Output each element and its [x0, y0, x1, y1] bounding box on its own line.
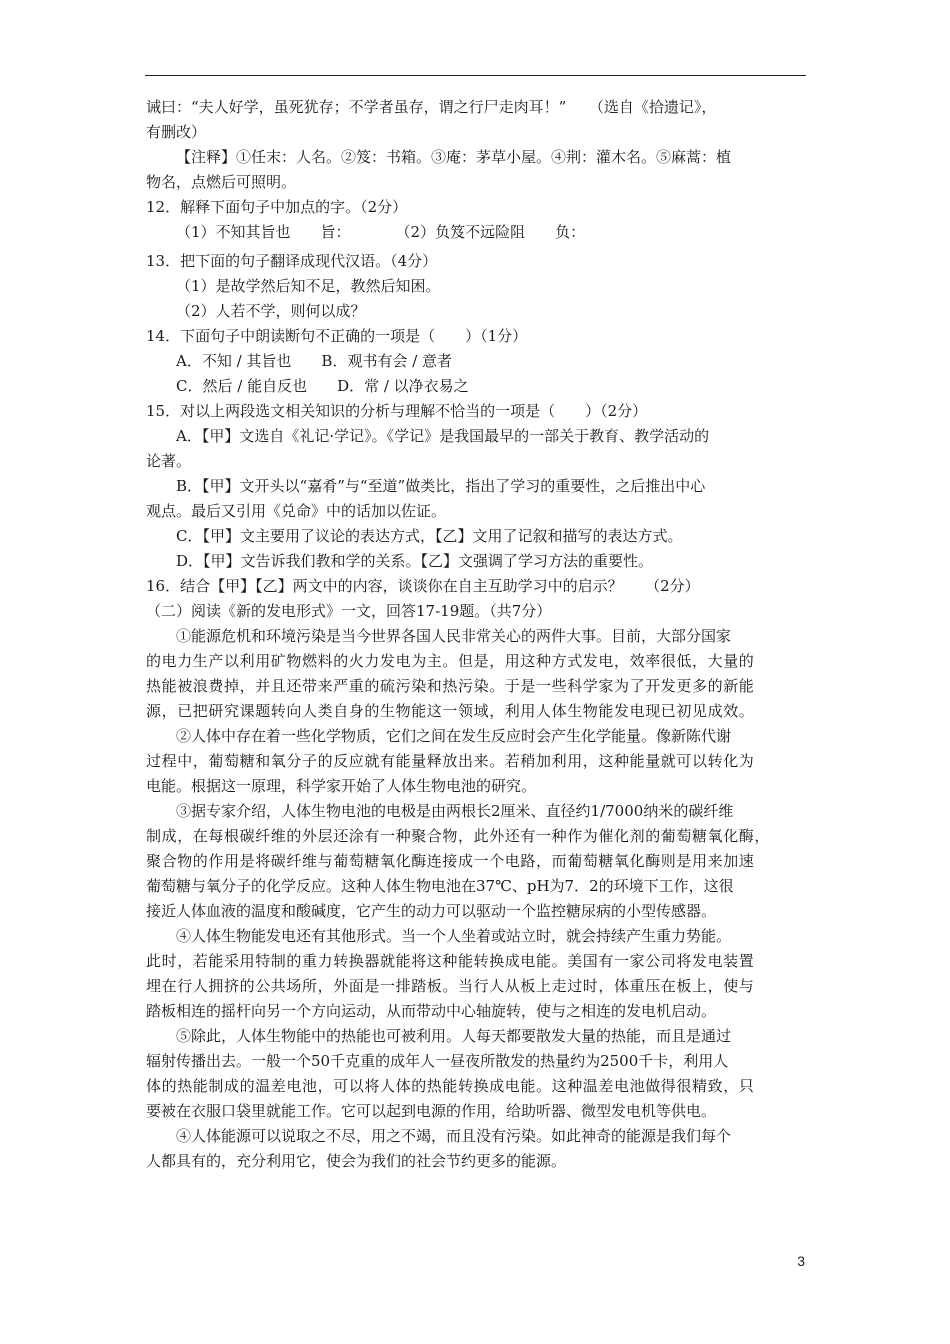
option-line: A．不知 / 其旨也 B．观书有会 / 意者	[176, 352, 453, 370]
paragraph-line: 葡萄糖与氧分子的化学反应。这种人体生物电池在37℃、pH为7．2的环境下工作，这很	[146, 877, 734, 895]
paragraph-line: 人都具有的，充分利用它，使会为我们的社会节约更多的能源。	[146, 1152, 567, 1170]
option-line: B．【甲】文开头以“嘉肴”与“至道”做类比，指出了学习的重要性，之后推出中心	[176, 477, 706, 495]
text-line: （1）是故学然后知不足，教然后知困。	[176, 277, 441, 295]
text-line: 论著。	[146, 452, 192, 470]
paragraph-line: ③据专家介绍，人体生物电池的电极是由两根长2厘米、直径约1/7000纳米的碳纤维	[176, 802, 734, 820]
paragraph-line: ④人体能源可以说取之不尽，用之不竭，而且没有污染。如此神奇的能源是我们每个	[176, 1127, 732, 1145]
text-line: （2）人若不学，则何以成？	[176, 302, 366, 320]
section-heading: （二）阅读《新的发电形式》一文，回答17-19题。（共7分）	[146, 602, 552, 620]
question-13: 13．把下面的句子翻译成现代汉语。（4分）	[146, 252, 438, 270]
option-line: D．【甲】文告诉我们教和学的关系。【乙】文强调了学习方法的重要性。	[176, 552, 654, 570]
page-body	[146, 95, 812, 1174]
paragraph-line: ④人体生物能发电还有其他形式。当一个人坐着或站立时，就会持续产生重力势能。	[176, 927, 732, 945]
text-line: 观点。最后又引用《兑命》中的话加以佐证。	[146, 502, 447, 520]
question-15: 15．对以上两段选文相关知识的分析与理解不恰当的一项是（ ）（2分）	[146, 402, 648, 420]
paragraph-line: 辐射传播出去。一般一个50千克重的成年人一昼夜所散发的热量约为2500千卡，利用人	[146, 1052, 729, 1070]
question-14: 14．下面句子中朗读断句不正确的一项是（ ）（1分）	[146, 327, 528, 345]
page-number: 3	[797, 1253, 805, 1269]
text-line: （1）不知其旨也 旨： （2）负笈不远险阻 负：	[176, 223, 586, 241]
paragraph-line: 体的热能制成的温差电池，可以将人体的热能转换成电能。这种温差电池做得很精致，只	[146, 1077, 755, 1095]
paragraph-line: 埋在行人拥挤的公共场所，外面是一排踏板。当行人从板上走过时，体重压在板上，使与	[146, 977, 755, 995]
paragraph-line: 热能被浪费掉，并且还带来严重的硫污染和热污染。于是一些科学家为了开发更多的新能	[146, 677, 755, 695]
header-rule	[145, 75, 806, 76]
paragraph-line: 接近人体血液的温度和酸碱度，它产生的动力可以驱动一个监控糖尿病的小型传感器。	[146, 902, 717, 920]
text-line: 诫曰：“夫人好学，虽死犹存；不学者虽存，谓之行尸走肉耳！” （选自《拾遗记》，	[146, 98, 717, 116]
paragraph-line: 此时，若能采用特制的重力转换器就能将这种能转换成电能。美国有一家公司将发电装置	[146, 952, 755, 970]
paragraph-line: ①能源危机和环境污染是当今世界各国人民非常关心的两件大事。目前，大部分国家	[176, 627, 732, 645]
paragraph-line: 过程中，葡萄糖和氧分子的反应就有能量释放出来。若稍加利用，这种能量就可以转化为	[146, 752, 755, 770]
paragraph-line: 踏板相连的摇杆向另一个方向运动，从而带动中心轴旋转，使与之相连的发电机启动。	[146, 1002, 717, 1020]
paragraph-line: ②人体中存在着一些化学物质，它们之间在发生反应时会产生化学能量。像新陈代谢	[176, 727, 732, 745]
option-line: A．【甲】文选自《礼记·学记》。《学记》是我国最早的一部关于教育、教学活动的	[176, 427, 710, 445]
paragraph-line: 制成，在每根碳纤维的外层还涂有一种聚合物，此外还有一种作为催化剂的葡萄糖氧化酶，	[146, 827, 771, 845]
paragraph-line: 的电力生产以利用矿物燃料的火力发电为主。但是，用这种方式发电，效率很低，大量的	[146, 652, 755, 670]
option-line: C．然后 / 能自反也 D．常 / 以净衣易之	[176, 377, 469, 395]
paragraph-line: ⑤除此，人体生物能中的热能也可被利用。人每天都要散发大量的热能，而且是通过	[176, 1027, 732, 1045]
paragraph-line: 聚合物的作用是将碳纤维与葡萄糖氧化酶连接成一个电路，而葡萄糖氧化酶则是用来加速	[146, 852, 755, 870]
paragraph-line: 电能。根据这一原理，科学家开始了人体生物电池的研究。	[146, 777, 537, 795]
text-line: 有删改）	[146, 123, 207, 141]
text-line: 物名，点燃后可照明。	[146, 173, 297, 191]
option-line: C．【甲】文主要用了议论的表达方式，【乙】文用了记叙和描写的表达方式。	[176, 527, 683, 545]
paragraph-line: 要被在衣服口袋里就能工作。它可以起到电源的作用，给助听器、微型发电机等供电。	[146, 1102, 717, 1120]
text-line: 【注释】①任末：人名。②笈：书箱。③庵：茅草小屋。④荆：灌木名。⑤麻蒿：植	[176, 148, 732, 166]
question-12: 12．解释下面句子中加点的字。（2分）	[146, 198, 408, 216]
question-16: 16．结合【甲】【乙】两文中的内容，谈谈你在自主互助学习中的启示？ （2分）	[146, 577, 700, 595]
paragraph-line: 源，已把研究课题转向人类自身的生物能这一领域，利用人体生物能发电现已初见成效。	[146, 702, 755, 720]
